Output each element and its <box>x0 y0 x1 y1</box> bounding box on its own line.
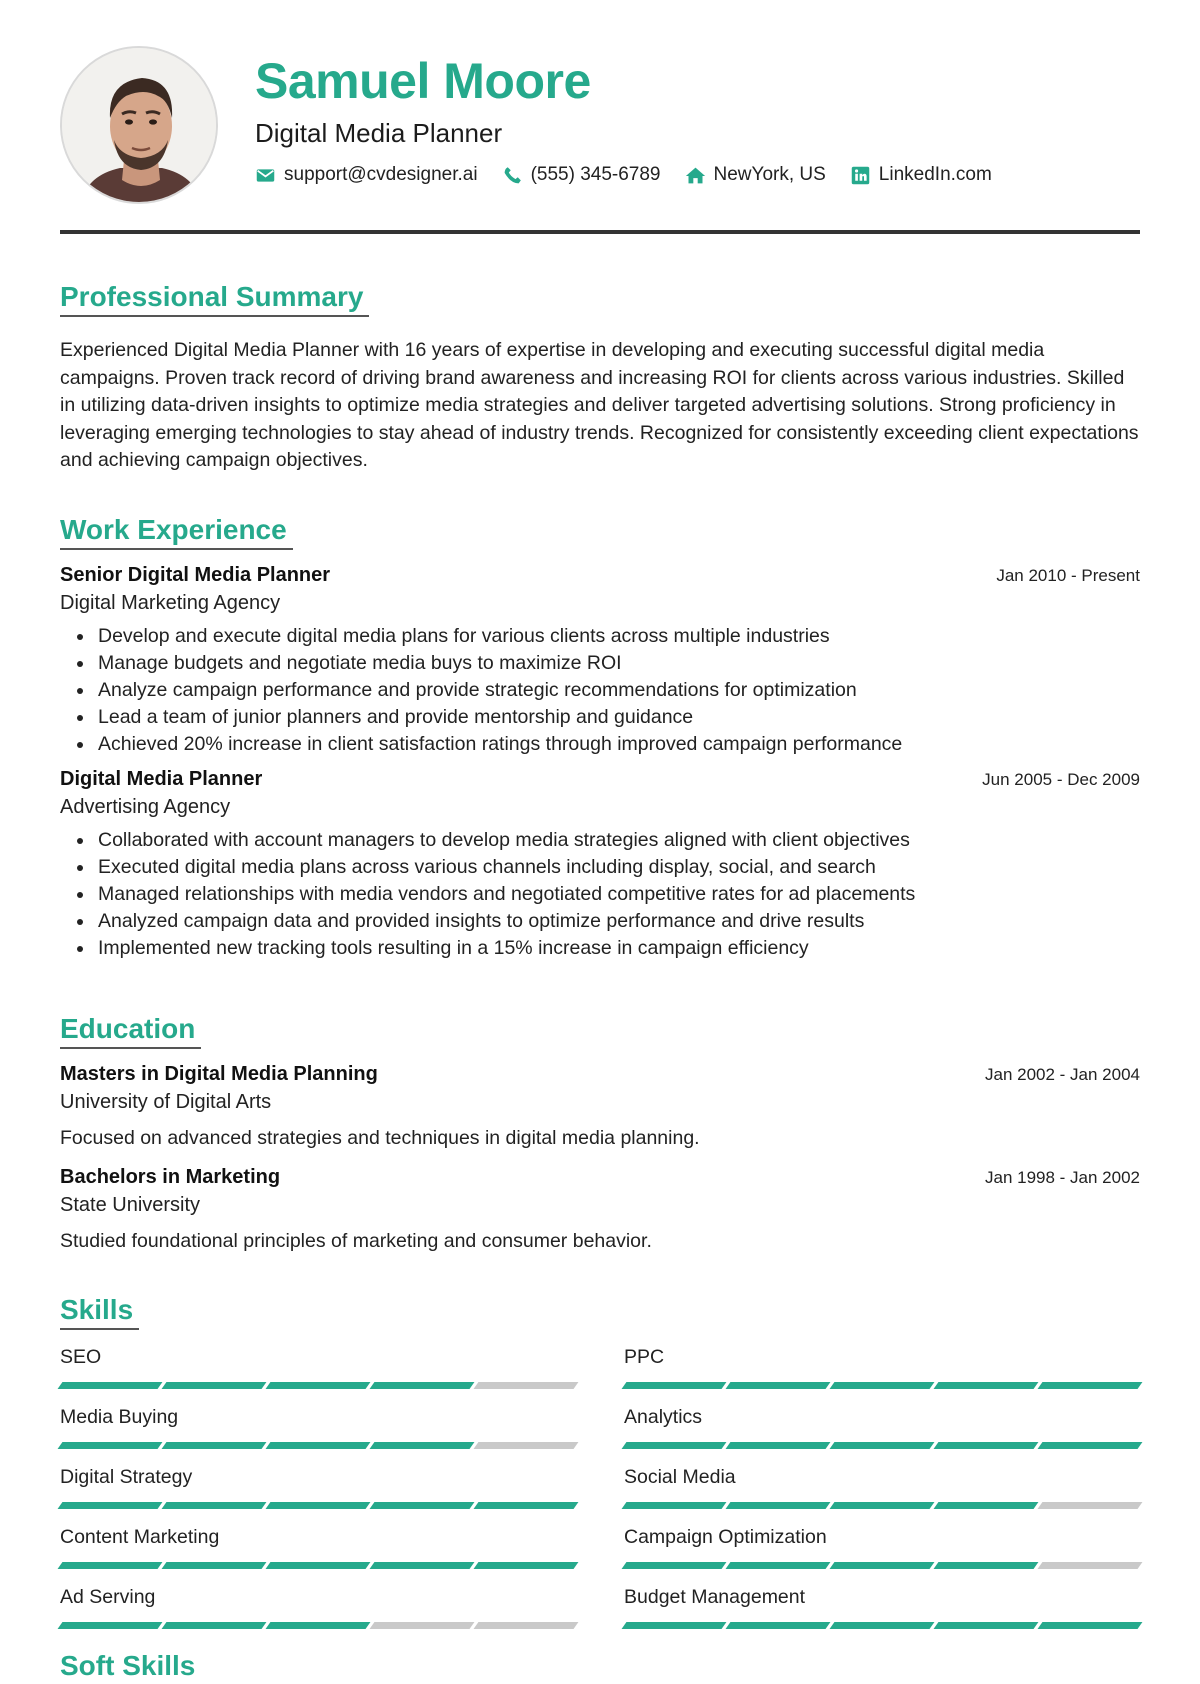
contact-row <box>255 164 1016 186</box>
skill-item <box>60 1466 576 1509</box>
skill-segment-filled <box>622 1622 727 1629</box>
skill-segment-filled <box>370 1562 475 1569</box>
job-entry <box>60 768 1140 962</box>
skill-item <box>60 1526 576 1569</box>
soft-skills-heading: Soft Skills <box>60 1650 201 1684</box>
school-name: State University <box>60 1194 201 1217</box>
skill-segment-empty <box>1038 1562 1143 1569</box>
skill-segment-filled <box>266 1562 371 1569</box>
skill-segment-filled <box>726 1442 831 1449</box>
education-description: Focused on advanced strategies and techniques in digital media planning. <box>60 1127 700 1150</box>
bullet-item: Manage budgets and negotiate media buys to maximize ROI <box>60 650 1140 677</box>
skill-level-bar <box>624 1622 1140 1629</box>
skill-level-bar <box>60 1562 576 1569</box>
summary-section <box>60 281 1140 475</box>
skill-segment-filled <box>622 1502 727 1509</box>
skill-item <box>624 1406 1140 1449</box>
skill-segment-filled <box>58 1562 163 1569</box>
skill-segment-filled <box>266 1382 371 1389</box>
header-divider <box>60 230 1140 234</box>
skill-level-bar <box>624 1562 1140 1569</box>
skills-heading: Skills <box>60 1294 139 1330</box>
skill-level-bar <box>60 1502 576 1509</box>
skill-segment-filled <box>474 1562 579 1569</box>
home-icon <box>685 165 706 186</box>
skill-segment-filled <box>934 1442 1039 1449</box>
skill-name: SEO <box>60 1346 102 1369</box>
skill-segment-empty <box>474 1442 579 1449</box>
degree-title: Bachelors in Marketing <box>60 1166 281 1189</box>
skill-segment-filled <box>726 1502 831 1509</box>
skill-segment-filled <box>934 1382 1039 1389</box>
bullet-item: Analyze campaign performance and provide strategic recommendations for optimization <box>60 677 1140 704</box>
bullet-item: Executed digital media plans across various channels including display, social, and search <box>60 854 1140 881</box>
skills-grid <box>60 1346 1140 1629</box>
skill-item <box>624 1346 1140 1389</box>
summary-heading: Professional Summary <box>60 281 369 317</box>
skill-level-bar <box>624 1502 1140 1509</box>
bullet-item: Analyzed campaign data and provided insights to optimize performance and drive results <box>60 908 1140 935</box>
skill-name: Content Marketing <box>60 1526 220 1549</box>
phone-icon <box>502 165 523 186</box>
resume-header <box>60 46 1140 236</box>
soft-skills-section <box>60 1650 1140 1684</box>
contact-phone-text: (555) 345-6789 <box>530 164 661 185</box>
bullet-item: Lead a team of junior planners and provide mentorship and guidance <box>60 704 1140 731</box>
skill-segment-filled <box>622 1562 727 1569</box>
skill-segment-filled <box>370 1382 475 1389</box>
contact-location <box>685 164 826 186</box>
skill-segment-filled <box>162 1442 267 1449</box>
job-bullets <box>60 827 1140 962</box>
skill-level-bar <box>624 1382 1140 1389</box>
education-section <box>60 1013 1140 1253</box>
skill-segment-filled <box>830 1502 935 1509</box>
skill-item <box>624 1466 1140 1509</box>
candidate-title: Digital Media Planner <box>255 118 503 148</box>
profile-photo <box>60 46 218 204</box>
skill-segment-filled <box>726 1622 831 1629</box>
contact-email[interactable] <box>255 164 478 186</box>
contact-linkedin[interactable] <box>850 164 992 186</box>
skill-segment-filled <box>58 1382 163 1389</box>
skills-section <box>60 1294 1140 1629</box>
job-title: Senior Digital Media Planner <box>60 564 331 587</box>
skill-name: Social Media <box>624 1466 736 1489</box>
skill-segment-filled <box>934 1502 1039 1509</box>
skill-segment-filled <box>266 1502 371 1509</box>
skill-segment-filled <box>830 1382 935 1389</box>
job-entry <box>60 564 1140 758</box>
skill-level-bar <box>60 1622 576 1629</box>
skill-name: PPC <box>624 1346 665 1369</box>
education-dates: Jan 2002 - Jan 2004 <box>984 1065 1140 1085</box>
skill-segment-filled <box>726 1382 831 1389</box>
job-company: Advertising Agency <box>60 796 231 819</box>
job-title: Digital Media Planner <box>60 768 263 791</box>
skill-name: Analytics <box>624 1406 703 1429</box>
skill-level-bar <box>60 1382 576 1389</box>
envelope-icon <box>255 165 276 186</box>
job-dates: Jun 2005 - Dec 2009 <box>982 770 1140 790</box>
education-entry <box>60 1063 1140 1150</box>
skill-name: Digital Strategy <box>60 1466 193 1489</box>
skill-level-bar <box>624 1442 1140 1449</box>
school-name: University of Digital Arts <box>60 1091 272 1114</box>
education-heading: Education <box>60 1013 201 1049</box>
skill-segment-filled <box>162 1562 267 1569</box>
person-portrait-icon <box>62 48 218 204</box>
skill-segment-filled <box>58 1502 163 1509</box>
experience-heading: Work Experience <box>60 514 293 550</box>
skill-segment-filled <box>266 1622 371 1629</box>
contact-linkedin-text: LinkedIn.com <box>878 164 992 185</box>
skill-segment-filled <box>1038 1442 1143 1449</box>
skill-segment-filled <box>58 1442 163 1449</box>
skill-segment-filled <box>622 1382 727 1389</box>
skill-segment-empty <box>370 1622 475 1629</box>
skill-segment-empty <box>474 1382 579 1389</box>
skill-item <box>60 1346 576 1389</box>
linkedin-icon <box>850 165 871 186</box>
degree-title: Masters in Digital Media Planning <box>60 1063 378 1086</box>
skill-name: Budget Management <box>624 1586 806 1609</box>
bullet-item: Implemented new tracking tools resulting in a 15% increase in campaign efficiency <box>60 935 1140 962</box>
skill-item <box>60 1406 576 1449</box>
skill-item <box>624 1586 1140 1629</box>
skill-segment-filled <box>830 1562 935 1569</box>
experience-section <box>60 514 1140 962</box>
skill-segment-filled <box>830 1622 935 1629</box>
skill-segment-empty <box>474 1622 579 1629</box>
job-dates: Jan 2010 - Present <box>996 566 1140 586</box>
skill-segment-filled <box>1038 1382 1143 1389</box>
education-description: Studied foundational principles of marketing and consumer behavior. <box>60 1230 652 1253</box>
skill-segment-filled <box>726 1562 831 1569</box>
skill-item <box>60 1586 576 1629</box>
skill-segment-filled <box>934 1562 1039 1569</box>
skill-segment-filled <box>162 1382 267 1389</box>
skill-segment-filled <box>830 1442 935 1449</box>
contact-location-text: NewYork, US <box>713 164 826 185</box>
bullet-item: Develop and execute digital media plans for various clients across multiple industries <box>60 623 1140 650</box>
skill-segment-empty <box>1038 1502 1143 1509</box>
candidate-name: Samuel Moore <box>255 53 591 109</box>
skill-segment-filled <box>934 1622 1039 1629</box>
bullet-item: Managed relationships with media vendors and negotiated competitive rates for ad placements <box>60 881 1140 908</box>
skill-segment-filled <box>162 1502 267 1509</box>
skill-segment-filled <box>58 1622 163 1629</box>
skill-segment-filled <box>370 1442 475 1449</box>
contact-phone[interactable] <box>502 164 661 186</box>
skill-name: Media Buying <box>60 1406 179 1429</box>
contact-email-text: support@cvdesigner.ai <box>284 164 478 185</box>
skill-name: Ad Serving <box>60 1586 156 1609</box>
education-dates: Jan 1998 - Jan 2002 <box>984 1168 1140 1188</box>
skill-segment-filled <box>370 1502 475 1509</box>
skill-level-bar <box>60 1442 576 1449</box>
skill-name: Campaign Optimization <box>624 1526 827 1549</box>
job-company: Digital Marketing Agency <box>60 592 281 615</box>
summary-text: Experienced Digital Media Planner with 16 years of expertise in developing and executing successful digital media campaigns. Proven track record of driving brand awareness and increasing ROI for clients across various industries. Skilled in utilizing data-driven insights to optimize media strategies and deliver targeted advertising solutions. Strong proficiency in leveraging emerging technologies to stay ahead of industry trends. Recognized for consistently exceeding client expectations and achieving campaign objectives. <box>60 339 1139 472</box>
skill-segment-filled <box>1038 1622 1143 1629</box>
skill-segment-filled <box>162 1622 267 1629</box>
skill-segment-filled <box>266 1442 371 1449</box>
skill-item <box>624 1526 1140 1569</box>
bullet-item: Collaborated with account managers to develop media strategies aligned with client objectives <box>60 827 1140 854</box>
skill-segment-filled <box>622 1442 727 1449</box>
bullet-item: Achieved 20% increase in client satisfaction ratings through improved campaign performance <box>60 731 1140 758</box>
job-bullets <box>60 623 1140 758</box>
skill-segment-filled <box>474 1502 579 1509</box>
education-entry <box>60 1166 1140 1253</box>
